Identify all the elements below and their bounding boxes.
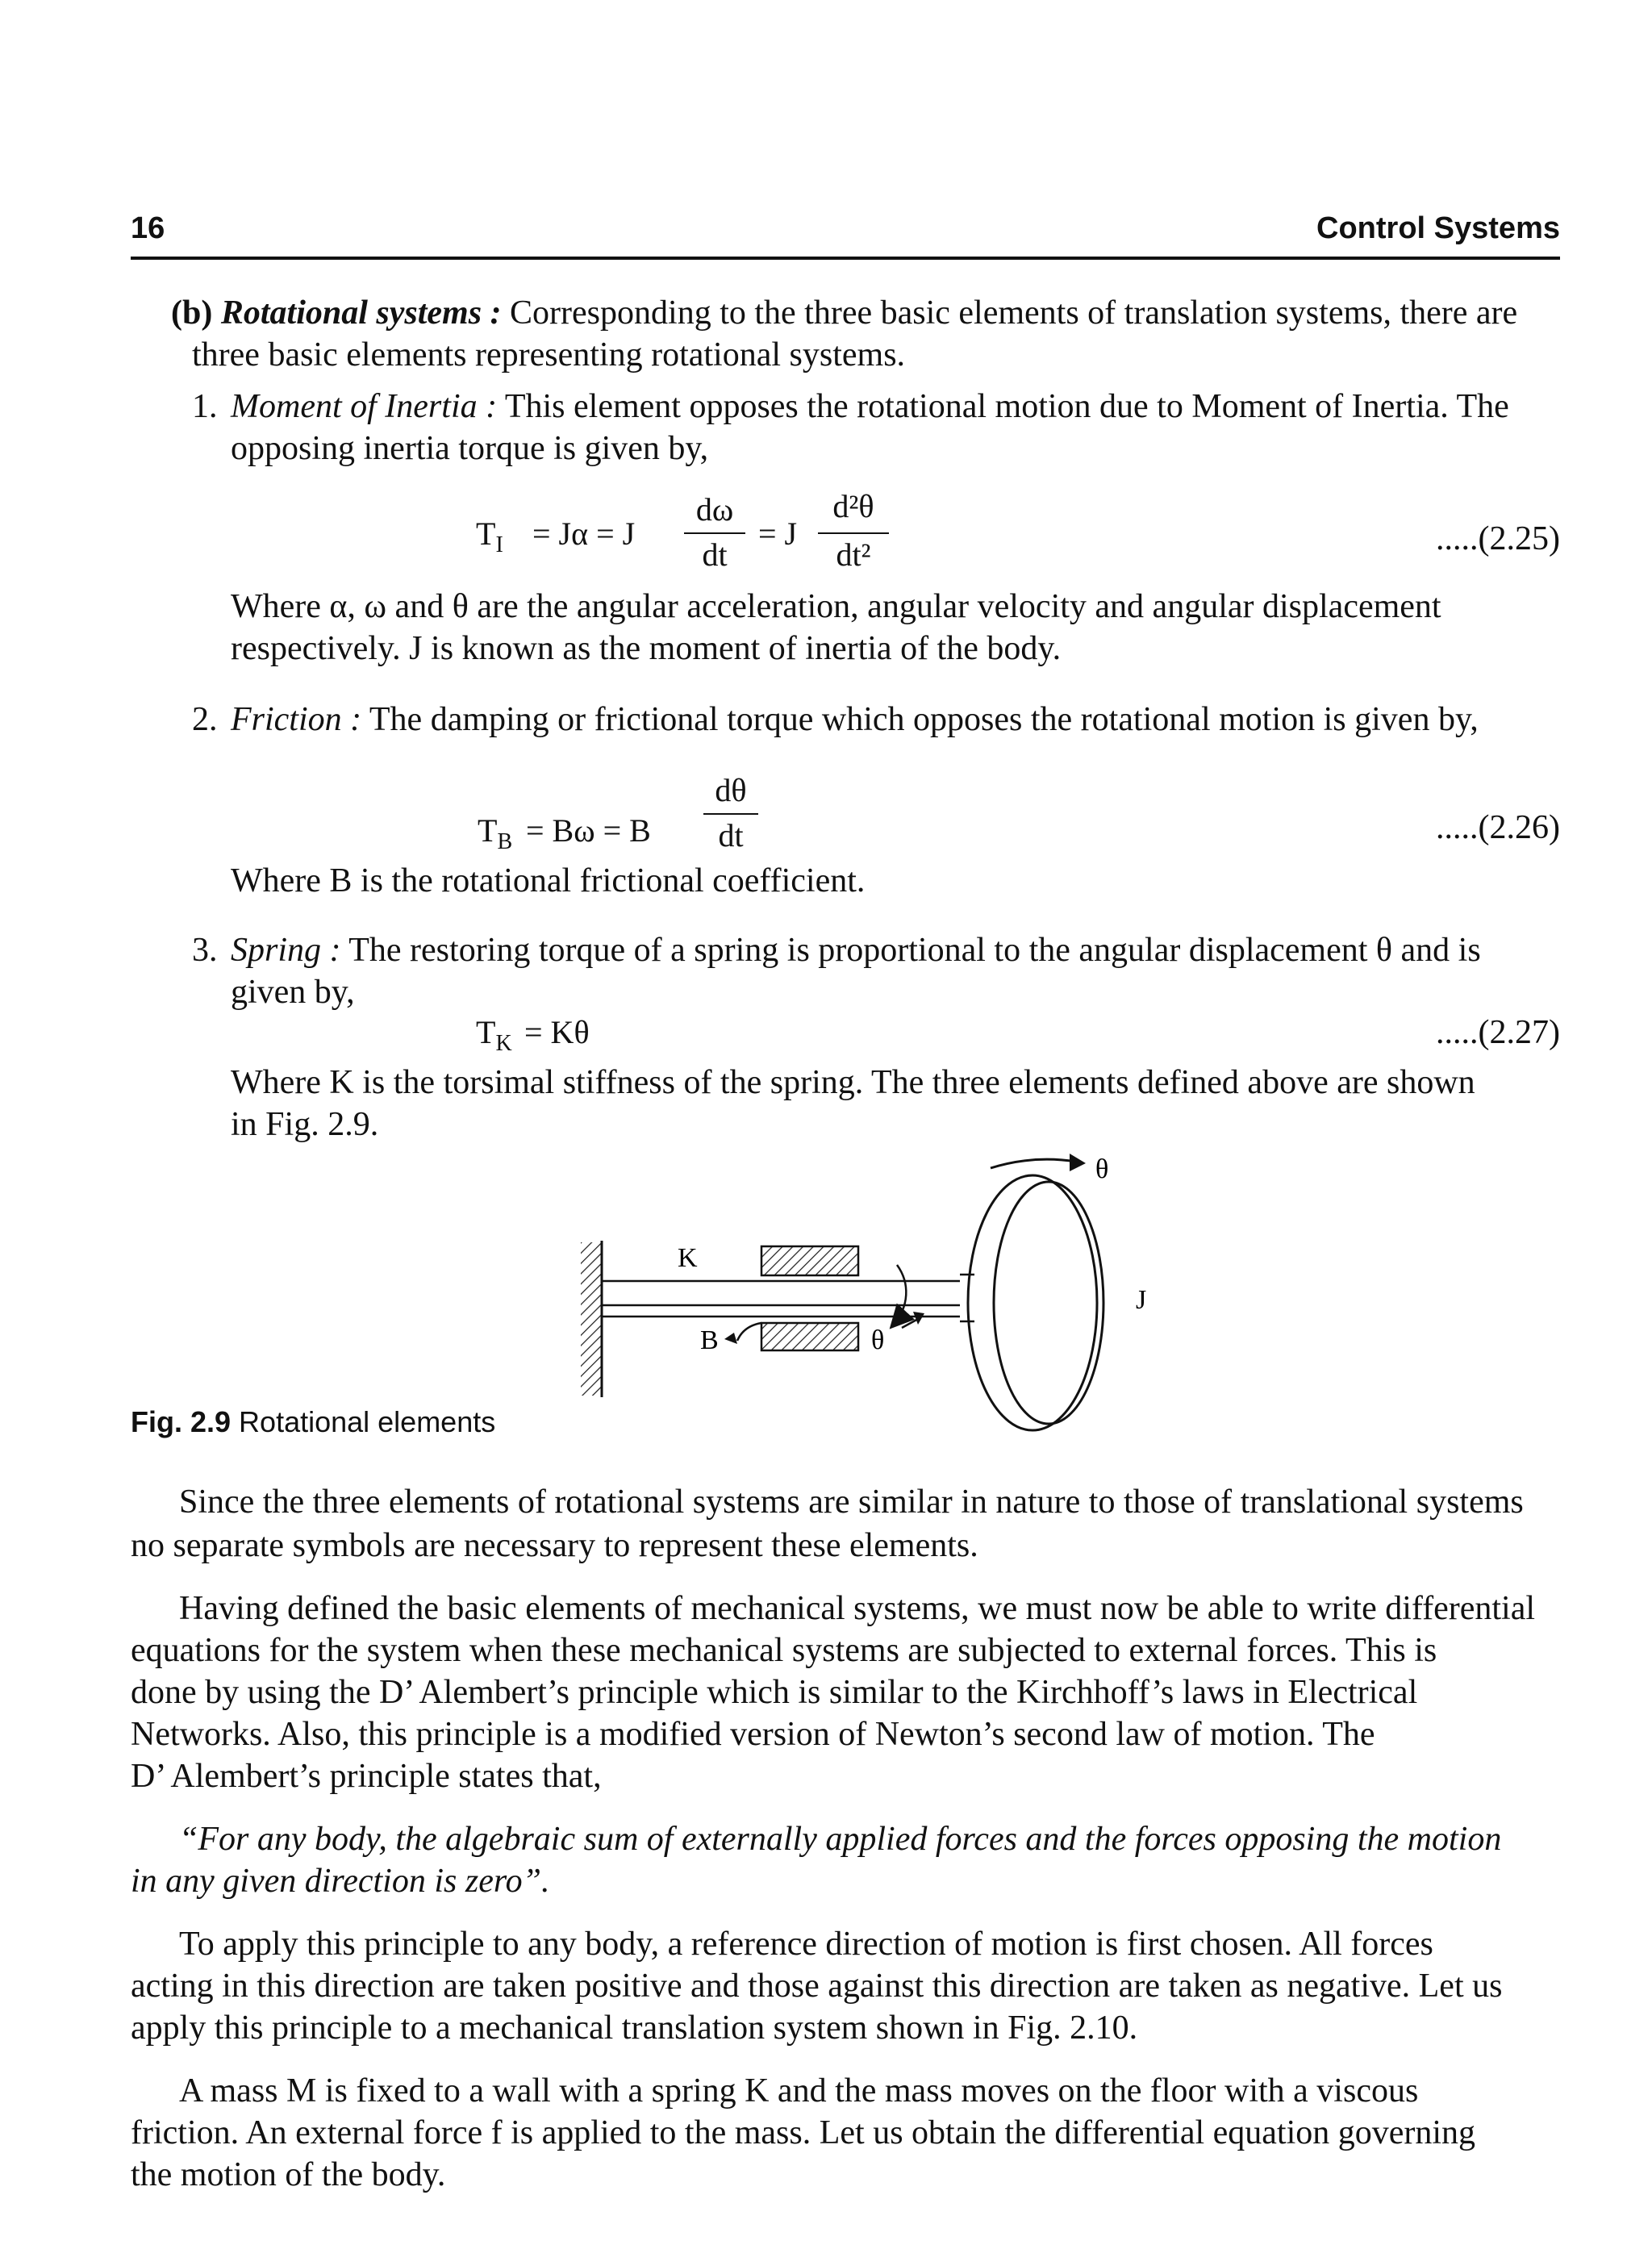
p4-line-2: friction. An external force f is applied to the mass. Let us obtain the differential equation governing [131,2114,1476,2151]
quote-line-2: in any given direction is zero”. [131,1863,550,1900]
item2-title: Friction : [231,701,362,738]
p2-line-1: Having defined the basic elements of mechanical systems, we must now be able to write differential [179,1590,1536,1627]
section-b-first-line [171,292,1517,334]
section-b-title: Rotational systems : [220,294,502,332]
item1-text-1: This element opposes the rotational motion due to Moment of Inertia. The [504,388,1509,425]
item3-number: 3. [192,932,218,969]
p2-line-2: equations for the system when these mechanical systems are subjected to external forces. This is [131,1632,1437,1669]
b-arrowhead [724,1333,737,1344]
p1-line-2: no separate symbols are necessary to represent these elements. [131,1527,978,1564]
eq-226-frac-den: dt [718,817,744,853]
item3-title: Spring : [231,932,341,969]
item1-where-1: Where α, ω and θ are the angular acceleration, angular velocity and angular displacement [231,588,1441,625]
eq-225-frac1-bar [684,532,745,534]
header-rule [131,257,1560,260]
b-leader-line [737,1323,761,1341]
eq-225-frac2-num: d²θ [832,488,874,524]
wall-hatch [581,1241,602,1397]
figure-caption-number: Fig. 2.9 [131,1405,232,1438]
p2-line-3: done by using the D’ Alembert’s principle which is similar to the Kirchhoff’s laws in Electrical [131,1674,1418,1711]
damper-block-top [761,1246,858,1275]
item3-where-2: in Fig. 2.9. [231,1106,379,1143]
item1-title: Moment of Inertia : [231,388,498,425]
eq-226-lhs: $T_B$ [478,812,513,854]
running-title: Control Systems [1316,211,1560,245]
eq-225-number: .....(2.25) [1436,520,1560,557]
label-k: K [678,1243,698,1273]
rotation-arrow-top [991,1159,1076,1168]
item1-number: 1. [192,388,218,425]
item1-text-2: opposing inertia torque is given by, [231,430,709,467]
item1-where-2: respectively. J is known as the moment of inertia of the body. [231,630,1062,667]
eq-226-number: .....(2.26) [1436,809,1560,846]
eq-227-lhs: $T_K$ [476,1014,512,1056]
damper-block-bottom [761,1323,858,1350]
p4-line-1: A mass M is fixed to a wall with a spring K and the mass moves on the floor with a viscous [179,2072,1419,2110]
inertia-disk [960,1175,1103,1430]
eq-225-mid2: = J [758,515,798,552]
section-b-label: (b) [171,294,213,332]
label-theta-top: θ [1095,1154,1109,1184]
eq-225-frac2-den: dt² [836,536,871,573]
eq-225-frac2-bar [818,532,889,534]
label-j: J [1136,1285,1147,1315]
eq-227-number: .....(2.27) [1436,1014,1560,1051]
p2-line-4: Networks. Also, this principle is a modified version of Newton’s second law of motion. The [131,1716,1375,1753]
p4-line-3: the motion of the body. [131,2156,446,2193]
eq-225-mid: = Jα = J [532,515,636,552]
label-b: B [700,1325,719,1355]
eq-225-lhs: $T_I$ [476,515,503,557]
figure-caption [131,1405,495,1439]
item3-text-2: given by, [231,974,355,1011]
item2-first-line [231,699,1479,741]
page-number: 16 [131,211,165,245]
p3-line-3: apply this principle to a mechanical translation system shown in Fig. 2.10. [131,2009,1138,2047]
section-b-intro-2: three basic elements representing rotational systems. [192,336,906,373]
label-theta-mid: θ [871,1325,885,1355]
rotation-arrowhead-top [1070,1154,1086,1171]
eq-226-mid: = Bω = B [526,812,651,849]
figure-caption-text: Rotational elements [239,1405,496,1438]
rotational-elements-figure [565,1146,1178,1436]
item3-where-1: Where K is the torsimal stiffness of the spring. The three elements defined above are shown [231,1064,1475,1101]
p1-line-1: Since the three elements of rotational systems are similar in nature to those of translational systems [179,1484,1524,1521]
section-b-intro-1: Corresponding to the three basic elements of translation systems, there are [510,294,1518,332]
item2-number: 2. [192,701,218,738]
eq-226-frac-bar [703,813,758,815]
p2-line-5: D’ Alembert’s principle states that, [131,1758,602,1795]
theta-mid-arrowhead [913,1312,924,1325]
eq-226-frac-num: dθ [715,772,747,808]
item3-text-1: The restoring torque of a spring is proportional to the angular displacement θ and is [348,932,1481,969]
item3-first-line [231,929,1481,971]
p3-line-1: To apply this principle to any body, a reference direction of motion is first chosen. All forces [179,1926,1433,1963]
item1-first-line [231,386,1509,428]
eq-225-frac1-num: dω [695,491,734,528]
p3-line-2: acting in this direction are taken positive and those against this direction are taken as negative. Let us [131,1968,1503,2005]
eq-225-frac1-den: dt [702,536,728,573]
item2-where: Where B is the rotational frictional coefficient. [231,862,866,899]
item2-text-1: The damping or frictional torque which opposes the rotational motion is given by, [369,701,1479,738]
quote-line-1: “For any body, the algebraic sum of externally applied forces and the forces opposing the motion [179,1821,1502,1858]
eq-227-rhs: = Kθ [524,1014,590,1050]
